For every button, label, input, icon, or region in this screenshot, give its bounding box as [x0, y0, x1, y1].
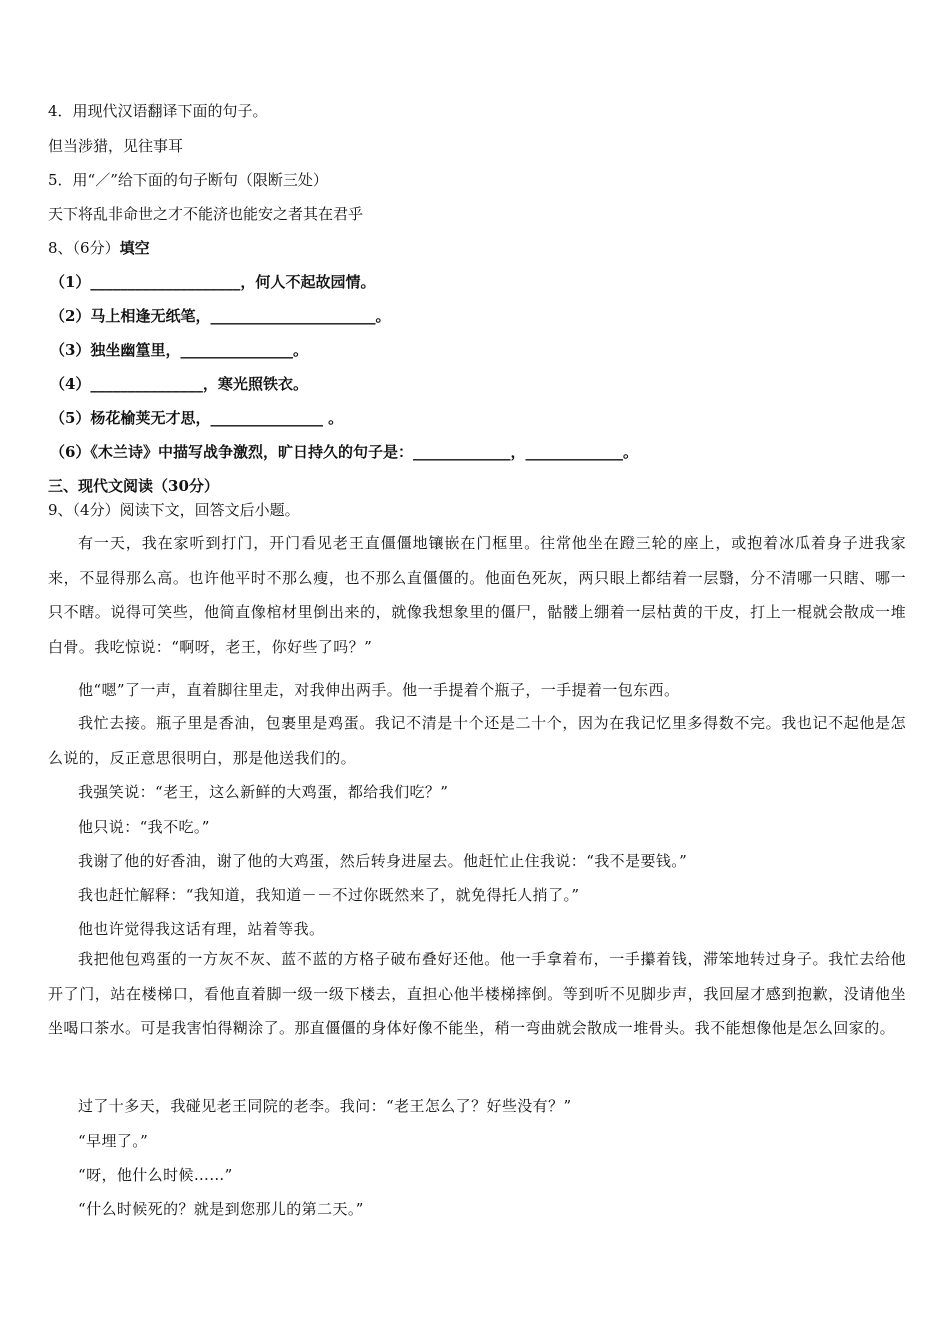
passage-paragraph-7: 我也赶忙解释：“我知道，我知道－－不过你既然来了，就免得托人捎了。” — [78, 886, 580, 904]
passage-paragraph-6: 我谢了他的好香油，谢了他的大鸡蛋，然后转身进屋去。他赶忙止住我说：“我不是要钱。” — [78, 852, 688, 870]
passage-paragraph-9: 我把他包鸡蛋的一方灰不灰、蓝不蓝的方格子破布叠好还他。他一手拿着布，一手攥着钱，滞笨地转过身子。我忙去给他开了门，站在楼梯口，看他直着脚一级一级下楼去，直担心他半楼梯摔倒。等到听不见脚步声，我回屋才感到抱歉，没请他坐坐喝口茶水。可是我害怕得糊涂了。那直僵僵的身体好像不能坐，稍一弯曲就会散成一堆骨头。我不能想像他是怎么回家的。 — [48, 950, 906, 1037]
q8-item-3: （3）独坐幽篁里，_______________。 — [50, 341, 308, 359]
passage-paragraph-1: 有一天，我在家听到打门，开门看见老王直僵僵地镶嵌在门框里。往常他坐在蹬三轮的座上，或抱着冰瓜着身子进我家来，不显得那么高。也许他平时不那么瘦，也不那么直僵僵的。他面色死灰，两只眼上都结着一层翳，分不清哪一只瞎、哪一只不瞎。说得可笑些，他简直像棺材里倒出来的，就像我想象里的僵尸，骷髅上绷着一层枯黄的干皮，打上一棍就会散成一堆白骨。我吃惊说：“啊呀，老王，你好些了吗？” — [48, 534, 906, 656]
q5-sentence: 天下将乱非命世之才不能济也能安之者其在君乎 — [48, 205, 364, 223]
q5-prompt: 5．用“／”给下面的句子断句（限断三处） — [48, 171, 328, 189]
q8-header — [48, 238, 908, 258]
q8-item-5: （5）杨花榆荚无才思，_______________ 。 — [50, 409, 344, 427]
q8-item-1: （1）____________________，何人不起故园情。 — [50, 273, 376, 291]
passage-paragraph-3: 我忙去接。瓶子里是香油，包裹里是鸡蛋。我记不清是十个还是二十个，因为在我记忆里多得数不完。我也记不起他是怎么说的，反正意思很明白，那是他送我们的。 — [48, 714, 906, 767]
section-3-heading: 三、现代文阅读（30分） — [48, 477, 219, 495]
q8-item-4: （4）_______________，寒光照铁衣。 — [50, 375, 308, 393]
q8-title: 填空 — [119, 239, 150, 257]
passage-paragraph-5: 他只说：“我不吃。” — [78, 818, 210, 836]
passage-paragraph-11: “早埋了。” — [78, 1132, 149, 1150]
passage-paragraph-2: 他“嗯”了一声，直着脚往里走，对我伸出两手。他一手提着个瓶子，一手提着一包东西。 — [78, 681, 680, 699]
q8-item-2: （2）马上相逢无纸笔，______________________。 — [50, 307, 391, 325]
q4-prompt: 4．用现代汉语翻译下面的句子。 — [48, 102, 268, 120]
passage-paragraph-4: 我强笑说：“老王，这么新鲜的大鸡蛋，都给我们吃？” — [78, 783, 449, 801]
passage-paragraph-12: “呀，他什么时候……” — [78, 1166, 233, 1184]
q9-intro: 9、（4分）阅读下文，回答文后小题。 — [48, 501, 300, 519]
q4-sentence: 但当涉猎，见往事耳 — [48, 137, 184, 155]
passage-paragraph-13: “什么时候死的？就是到您那儿的第二天。” — [78, 1200, 364, 1218]
passage-paragraph-8: 他也许觉得我这话有理，站着等我。 — [78, 920, 325, 938]
q8-item-6: （6）《木兰诗》中描写战争激烈，旷日持久的句子是：_____________，_____________。 — [50, 443, 638, 461]
passage-paragraph-10: 过了十多天，我碰见老王同院的老李。我问：“老王怎么了？好些没有？” — [78, 1097, 572, 1115]
q8-number: 8、（6分） — [48, 239, 120, 257]
